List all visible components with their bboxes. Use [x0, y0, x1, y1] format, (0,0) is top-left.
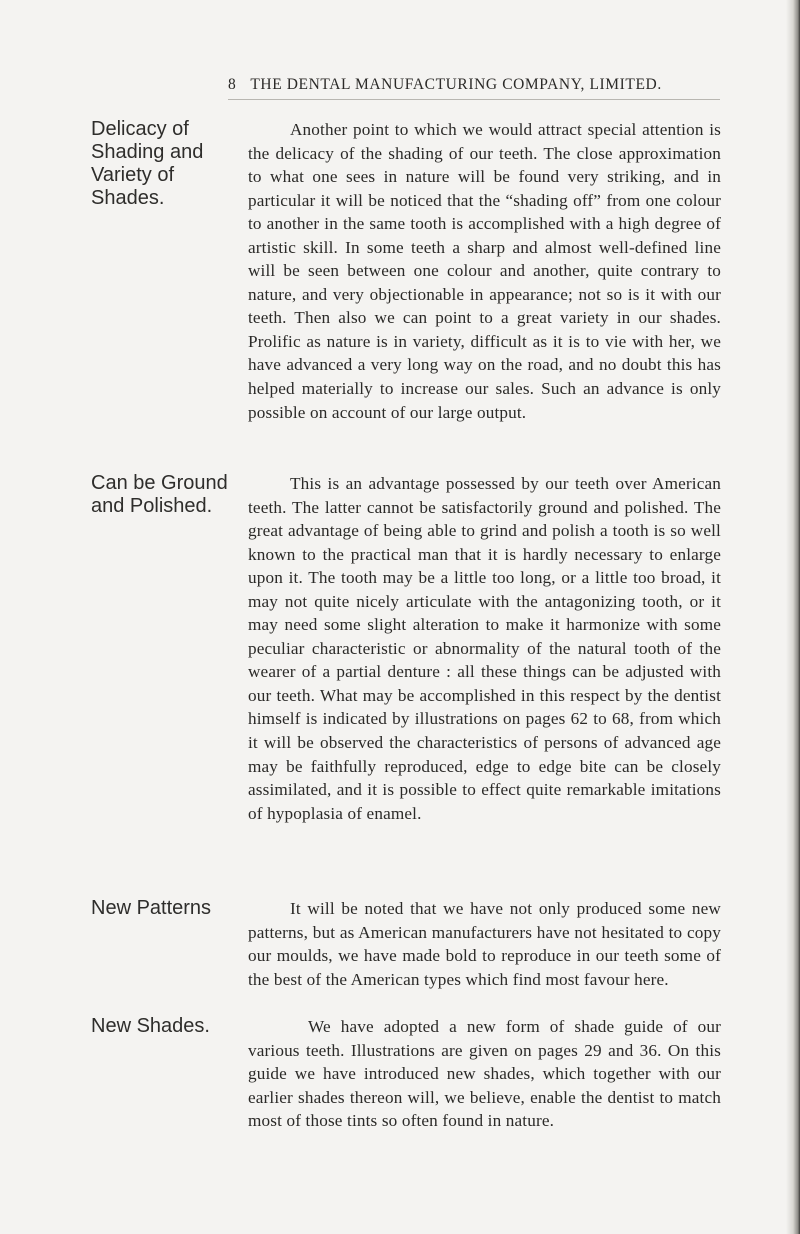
running-header	[228, 76, 748, 94]
body-paragraph: We have adopted a new form of shade guide of our various teeth. Illustrations are given on pages 29 and 36. On this guide we have introduced new shades, which together with our earlier shades thereon will, we believe, enable the dentist to match most of those tints so often found in nature.	[248, 1017, 721, 1131]
body-paragraph: This is an advantage possessed by our teeth over American teeth. The latter cannot be satisfactorily ground and polished. The great advantage of being able to grind and polish a tooth is so well known to the practical man that it is hardly necessary to enlarge upon it. The tooth may be a little too long, or a little too broad, it may not quite nicely articulate with the antagonizing tooth, or it may need some slight alteration to make it harmonize with some peculiar characteristic or abnormality of the natural tooth of the wearer of a partial denture : all these things can be adjusted with our teeth. What may be accomplished in this respect by the dentist himself is indicated by illustrations on pages 62 to 68, from which it will be observed the characteristics of persons of advanced age may be faithfully reproduced, edge to edge bite can be closely assimilated, and it is possible to effect quite remarkable imitations of hypoplasia of enamel.	[248, 474, 721, 823]
side-heading: New Shades.	[91, 1015, 210, 1037]
side-heading: Can be Ground and Polished.	[91, 472, 228, 517]
page-edge-shadow	[786, 0, 800, 1234]
body-paragraph: It will be noted that we have not only produced some new patterns, but as American manufacturers have not hesitated to copy our moulds, we have made bold to reproduce in our teeth some of the best of the American types which find most favour here.	[248, 899, 721, 989]
side-heading: Delicacy of Shading and Variety of Shades.	[91, 118, 204, 209]
header-rule	[228, 99, 720, 100]
side-heading: New Patterns	[91, 897, 212, 919]
running-title: THE DENTAL MANUFACTURING COMPANY, LIMITED.	[250, 76, 662, 93]
body-paragraph: Another point to which we would attract special attention is the delicacy of the shading of our teeth. The close approximation to what one sees in nature will be found very striking, and in particular it will be noticed that the “shading off” from one colour to another in the same tooth is accomplished with a high degree of artistic skill. In some teeth a sharp and almost well-defined line will be seen between one colour and another, quite contrary to nature, and very objectionable in appearance; not so is it with our teeth. Then also we can point to a great variety in our shades. Prolific as nature is in variety, difficult as it is to vie with her, we have advanced a very long way on the road, and no doubt this has helped materially to increase our sales. Such an advance is only possible on account of our large output.	[248, 120, 721, 422]
page-number: 8	[228, 76, 237, 93]
